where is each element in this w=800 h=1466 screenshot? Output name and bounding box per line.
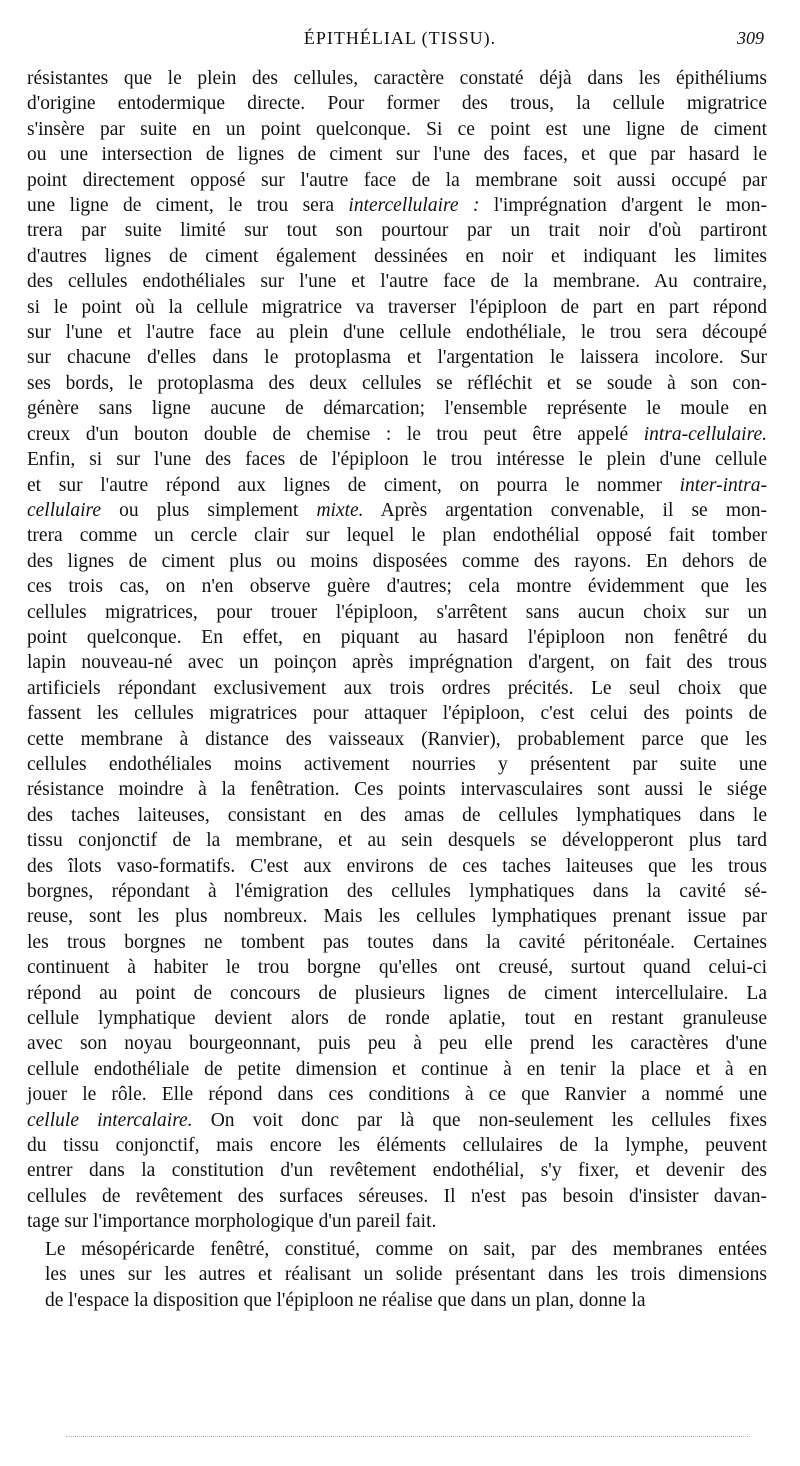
italic-term: mixte. bbox=[316, 499, 364, 521]
text-run: cette membrane à distance des vaisseaux (Ranvier), probablement parce que les bbox=[27, 728, 767, 750]
text-run: cellule lymphatique devient alors de ronde aplatie, tout en restant granuleuse bbox=[27, 1008, 767, 1030]
text-run: des taches laiteuses, consistant en des amas de cellules lymphatiques dans le bbox=[27, 804, 767, 826]
text-run: d'origine entodermique directe. Pour former des trous, la cellule migratrice bbox=[27, 93, 767, 115]
text-run: creux d'un bouton double de chemise : le trou peut être appelé bbox=[27, 423, 644, 445]
body-text bbox=[27, 66, 767, 1313]
paragraph bbox=[27, 1237, 767, 1313]
text-line bbox=[27, 473, 767, 498]
text-run: les trous borgnes ne tombent pas toutes dans la cavité péritonéale. Certaines bbox=[27, 931, 767, 953]
text-line bbox=[27, 1006, 767, 1031]
text-run: une ligne de ciment, le trou sera bbox=[27, 195, 349, 217]
text-line bbox=[27, 1082, 767, 1107]
text-line bbox=[27, 803, 767, 828]
text-line bbox=[27, 66, 767, 91]
text-run: ces trois cas, on n'en observe guère d'autres; cela montre évidemment que les bbox=[27, 576, 767, 598]
text-line bbox=[27, 1288, 767, 1313]
text-run: des lignes de ciment plus ou moins disposées comme des rayons. En dehors de bbox=[27, 550, 767, 572]
text-line bbox=[27, 955, 767, 980]
text-run: avec son noyau bourgeonnant, puis peu à peu elle prend les caractères d'une bbox=[27, 1033, 767, 1055]
text-line bbox=[27, 1184, 767, 1209]
text-run: et sur l'autre répond aux lignes de ciment, on pourra le nommer bbox=[27, 474, 680, 496]
text-run: sur chacune d'elles dans le protoplasma et l'argentation le laissera incolore. Sur bbox=[27, 347, 767, 369]
text-line bbox=[27, 828, 767, 853]
text-run: fassent les cellules migratrices pour attaquer l'épiploon, c'est celui des points de bbox=[27, 703, 767, 725]
text-run: ses bords, le protoplasma des deux cellules se réfléchit et se soude à son con- bbox=[27, 372, 767, 394]
text-line bbox=[27, 727, 767, 752]
italic-term: inter-intra- bbox=[679, 474, 767, 496]
text-line bbox=[27, 981, 767, 1006]
text-line bbox=[27, 676, 767, 701]
text-line bbox=[27, 1133, 767, 1158]
text-run: des cellules endothéliales sur l'une et l'autre face de la membrane. Au contraire, bbox=[27, 271, 767, 293]
text-run: résistantes que le plein des cellules, caractère constaté déjà dans les épithéliums bbox=[27, 68, 767, 89]
text-line bbox=[27, 193, 767, 218]
text-run: résistance moindre à la fenêtration. Ces points intervasculaires sont aussi le siége bbox=[27, 779, 767, 801]
text-run: l'imprégnation d'argent le mon- bbox=[479, 195, 767, 217]
text-line bbox=[27, 422, 767, 447]
text-run: cellules migratrices, pour trouer l'épiploon, s'arrêtent sans aucun choix sur un bbox=[27, 601, 767, 623]
text-line bbox=[27, 523, 767, 548]
italic-term: intra-cellulaire. bbox=[643, 423, 767, 445]
italic-term: cellulaire bbox=[27, 499, 102, 521]
text-line bbox=[27, 904, 767, 929]
text-line bbox=[27, 320, 767, 345]
page-number: 309 bbox=[737, 28, 764, 48]
text-line bbox=[27, 625, 767, 650]
text-run: si le point où la cellule migratrice va traverser l'épiploon de part en part répond bbox=[27, 296, 767, 318]
text-run: les unes sur les autres et réalisant un solide présentant dans les trois dimensions bbox=[45, 1264, 767, 1286]
text-line bbox=[27, 1237, 767, 1262]
text-run: répond au point de concours de plusieurs lignes de ciment intercellulaire. La bbox=[27, 982, 767, 1004]
text-line bbox=[27, 930, 767, 955]
text-line bbox=[27, 498, 767, 523]
running-head bbox=[0, 28, 800, 54]
text-line bbox=[27, 371, 767, 396]
text-line bbox=[27, 295, 767, 320]
text-line bbox=[27, 1057, 767, 1082]
text-run: trera comme un cercle clair sur lequel le plan endothélial opposé fait tomber bbox=[27, 525, 767, 547]
text-run: continuent à habiter le trou borgne qu'elles ont creusé, surtout quand celui-ci bbox=[27, 957, 767, 979]
text-line bbox=[27, 1262, 767, 1287]
text-line bbox=[27, 879, 767, 904]
text-line bbox=[27, 269, 767, 294]
text-run: entrer dans la constitution d'un revêtement endothélial, s'y fixer, et devenir des bbox=[27, 1160, 767, 1182]
text-run: cellules endothéliales moins activement nourries y présentent par suite une bbox=[27, 753, 767, 775]
text-run: des îlots vaso-formatifs. C'est aux environs de ces taches laiteuses que les trous bbox=[27, 855, 767, 877]
text-run: du tissu conjonctif, mais encore les éléments cellulaires de la lymphe, peuvent bbox=[27, 1135, 767, 1157]
text-run: cellules de revêtement des surfaces séreuses. Il n'est pas besoin d'insister davan- bbox=[27, 1185, 767, 1207]
text-line bbox=[27, 600, 767, 625]
paragraph bbox=[27, 66, 767, 1235]
text-run: Enfin, si sur l'une des faces de l'épiploon le trou intéresse le plein d'une cellule bbox=[27, 449, 767, 471]
text-line bbox=[27, 854, 767, 879]
text-run: lapin nouveau-né avec un poinçon après imprégnation d'argent, on fait des trous bbox=[27, 652, 767, 674]
text-run: tissu conjonctif de la membrane, et au sein desquels se développeront plus tard bbox=[27, 830, 767, 852]
italic-term: intercellulaire : bbox=[348, 195, 480, 217]
text-line bbox=[27, 549, 767, 574]
text-line bbox=[27, 396, 767, 421]
text-line bbox=[27, 777, 767, 802]
text-run: jouer le rôle. Elle répond dans ces conditions à ce que Ranvier a nommé une bbox=[27, 1084, 767, 1106]
text-line bbox=[27, 1031, 767, 1056]
text-line bbox=[27, 650, 767, 675]
text-line bbox=[27, 1158, 767, 1183]
text-line bbox=[27, 345, 767, 370]
text-run: point directement opposé sur l'autre face de la membrane soit aussi occupé par bbox=[27, 169, 767, 191]
text-line bbox=[27, 91, 767, 116]
text-run: ou plus simplement bbox=[101, 499, 317, 521]
text-run: sur l'une et l'autre face au plein d'une cellule endothéliale, le trou sera découpé bbox=[27, 322, 767, 344]
italic-term: cellule intercalaire. bbox=[27, 1109, 193, 1131]
text-line bbox=[27, 447, 767, 472]
text-run: reuse, sont les plus nombreux. Mais les cellules lymphatiques prenant issue par bbox=[27, 906, 767, 928]
text-run: Le mésopéricarde fenêtré, constitué, comme on sait, par des membranes entées bbox=[45, 1238, 767, 1260]
text-run: borgnes, répondant à l'émigration des cellules lymphatiques dans la cavité sé- bbox=[27, 881, 767, 902]
text-line bbox=[27, 117, 767, 142]
text-line bbox=[27, 168, 767, 193]
text-line bbox=[27, 1209, 767, 1234]
text-run: Après argentation convenable, il se mon- bbox=[363, 499, 767, 521]
text-run: On voit donc par là que non-seulement les cellules fixes bbox=[192, 1109, 767, 1131]
text-run: d'autres lignes de ciment également dessinées en noir et indiquant les limites bbox=[27, 245, 767, 267]
text-run: point quelconque. En effet, en piquant au hasard l'épiploon non fenêtré du bbox=[27, 626, 767, 648]
text-line bbox=[27, 1108, 767, 1133]
text-run: de l'espace la disposition que l'épiploon ne réalise que dans un plan, donne la bbox=[45, 1289, 646, 1311]
running-title: ÉPITHÉLIAL (TISSU). bbox=[303, 28, 497, 48]
text-line bbox=[27, 218, 767, 243]
footer-divider bbox=[66, 1436, 750, 1437]
text-run: artificiels répondant exclusivement aux trois ordres précités. Le seul choix que bbox=[27, 677, 767, 699]
text-line bbox=[27, 752, 767, 777]
text-run: s'insère par suite en un point quelconque. Si ce point est une ligne de ciment bbox=[27, 118, 767, 140]
text-run: ou une intersection de lignes de ciment sur l'une des faces, et que par hasard le bbox=[27, 144, 767, 166]
text-run: cellule endothéliale de petite dimension et continue à en tenir la place et à en bbox=[27, 1058, 767, 1080]
text-run: tage sur l'importance morphologique d'un pareil fait. bbox=[27, 1211, 437, 1233]
text-line bbox=[27, 701, 767, 726]
text-run: trera par suite limité sur tout son pourtour par un trait noir d'où partiront bbox=[27, 220, 767, 242]
text-line bbox=[27, 244, 767, 269]
text-line bbox=[27, 142, 767, 167]
text-run: génère sans ligne aucune de démarcation; l'ensemble représente le moule en bbox=[27, 398, 767, 420]
text-line bbox=[27, 574, 767, 599]
